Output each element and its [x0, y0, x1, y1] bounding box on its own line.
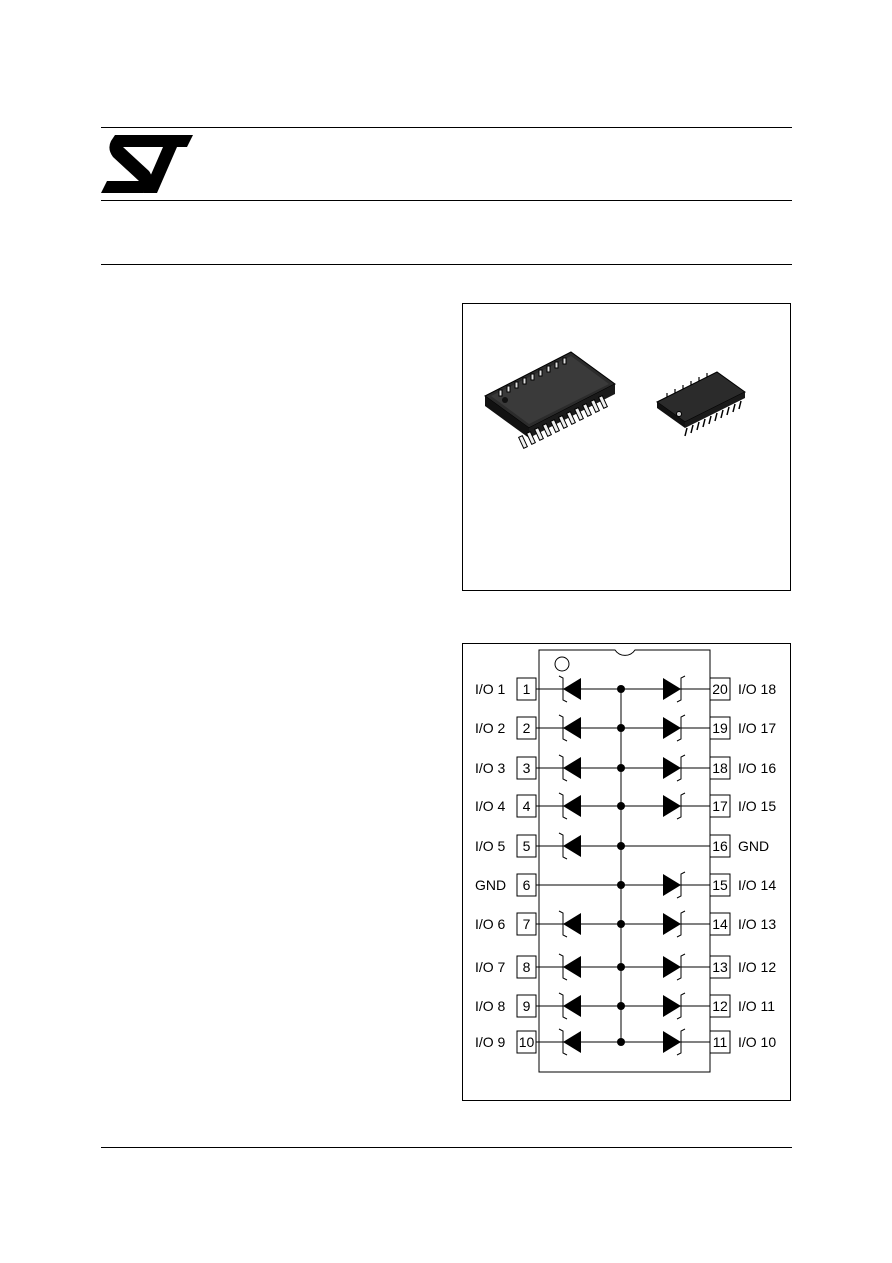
- pin-number-left: 1: [522, 681, 531, 697]
- pin-label-left: I/O 9: [475, 1034, 506, 1050]
- diode-symbol: [663, 678, 681, 700]
- pin-label-left: GND: [475, 877, 507, 893]
- header-rule-top: [101, 127, 792, 128]
- pin-number-left: 3: [522, 760, 531, 776]
- pin-number-left: 7: [522, 916, 531, 932]
- footer-rule: [101, 1147, 792, 1148]
- pin-label-left: I/O 1: [475, 681, 506, 697]
- pin-label-right: I/O 15: [738, 798, 777, 814]
- bus-junction-dot: [617, 920, 625, 928]
- pin-row-left: [475, 793, 621, 819]
- pin-row-left: [475, 755, 621, 781]
- bus-junction-dot: [617, 764, 625, 772]
- diode-symbol: [663, 795, 681, 817]
- pin-row-left: [475, 1029, 621, 1055]
- pin-label-left: I/O 5: [475, 838, 506, 854]
- pin-number-left: 2: [522, 720, 531, 736]
- pin-number-right: 16: [712, 838, 728, 854]
- pin-label-right: I/O 10: [738, 1034, 777, 1050]
- header-rule-middle: [101, 200, 792, 201]
- pin-number-right: 12: [712, 998, 728, 1014]
- pin-connection-diagram-panel: [462, 643, 791, 1101]
- diode-symbol: [563, 1031, 581, 1053]
- diode-symbol: [663, 874, 681, 896]
- diode-symbol: [663, 913, 681, 935]
- pin-number-right: 20: [712, 681, 728, 697]
- pin-row-left: [475, 874, 621, 896]
- pin-label-right: GND: [738, 838, 770, 854]
- so20-package-image: [485, 352, 615, 448]
- pin-number-left: 5: [522, 838, 531, 854]
- diode-symbol: [563, 717, 581, 739]
- pin-row-left: [475, 676, 621, 702]
- pin-row-right: [617, 993, 775, 1019]
- pin-label-left: I/O 2: [475, 720, 506, 736]
- pin-label-left: I/O 6: [475, 916, 506, 932]
- st-logo: [101, 135, 193, 194]
- pin-number-right: 14: [712, 916, 728, 932]
- pin-row-right: [617, 1029, 776, 1055]
- bus-junction-dot: [617, 881, 625, 889]
- bus-junction-dot: [617, 724, 625, 732]
- pin-number-right: 18: [712, 760, 728, 776]
- pin-number-right: 17: [712, 798, 728, 814]
- pin-label-right: I/O 11: [738, 998, 776, 1014]
- pin-label-right: I/O 14: [738, 877, 777, 893]
- diode-symbol: [663, 1031, 681, 1053]
- bus-junction-dot: [617, 1038, 625, 1046]
- diode-symbol: [563, 678, 581, 700]
- pin-number-left: 8: [522, 959, 531, 975]
- diode-symbol: [563, 913, 581, 935]
- tssop20-package-image: [657, 372, 745, 436]
- bus-junction-dot: [617, 802, 625, 810]
- pin-number-right: 11: [712, 1034, 728, 1050]
- pin-number-left: 4: [522, 798, 531, 814]
- pin-number-left: 6: [522, 877, 531, 893]
- pin-number-left: 9: [522, 998, 531, 1014]
- pin-connection-diagram: [463, 644, 790, 1100]
- bus-junction-dot: [617, 685, 625, 693]
- pin-label-right: I/O 13: [738, 916, 777, 932]
- pin-number-right: 13: [712, 959, 728, 975]
- pin-label-left: I/O 8: [475, 998, 506, 1014]
- pin-number-right: 19: [712, 720, 728, 736]
- pin-row-right: [617, 954, 776, 980]
- diode-symbol: [563, 795, 581, 817]
- pin-row-left: [475, 954, 621, 980]
- bus-junction-dot: [617, 1002, 625, 1010]
- diode-symbol: [663, 717, 681, 739]
- diode-symbol: [663, 757, 681, 779]
- pin-row-right: [617, 872, 776, 898]
- pin-row-left: [475, 993, 621, 1019]
- ic-body: [539, 650, 710, 1072]
- diode-symbol: [563, 835, 581, 857]
- pin-label-right: I/O 17: [738, 720, 777, 736]
- pin-row-right: [617, 835, 769, 857]
- pin-number-left: 10: [518, 1034, 535, 1050]
- package-image-panel: [462, 303, 791, 591]
- pin-label-right: I/O 16: [738, 760, 777, 776]
- pin-row-right: [617, 676, 776, 702]
- pin-row-left: [475, 715, 621, 741]
- diode-symbol: [563, 995, 581, 1017]
- pin-label-right: I/O 12: [738, 959, 777, 975]
- pin-row-right: [617, 755, 776, 781]
- diode-symbol: [663, 995, 681, 1017]
- bus-junction-dot: [617, 963, 625, 971]
- bus-junction-dot: [617, 842, 625, 850]
- diode-symbol: [563, 956, 581, 978]
- pin-label-left: I/O 3: [475, 760, 506, 776]
- pin-row-right: [617, 911, 776, 937]
- pin-label-right: I/O 18: [738, 681, 777, 697]
- pin-label-left: I/O 7: [475, 959, 506, 975]
- diode-symbol: [663, 956, 681, 978]
- pin-number-right: 15: [712, 877, 728, 893]
- package-illustration: [463, 304, 790, 590]
- pin-row-left: [475, 911, 621, 937]
- pin-row-left: [475, 833, 621, 859]
- pin1-marker: [555, 657, 569, 671]
- diode-symbol: [563, 757, 581, 779]
- pin-label-left: I/O 4: [475, 798, 506, 814]
- header-rule-bottom: [101, 264, 792, 265]
- pin-row-right: [617, 715, 776, 741]
- pin-row-right: [617, 793, 776, 819]
